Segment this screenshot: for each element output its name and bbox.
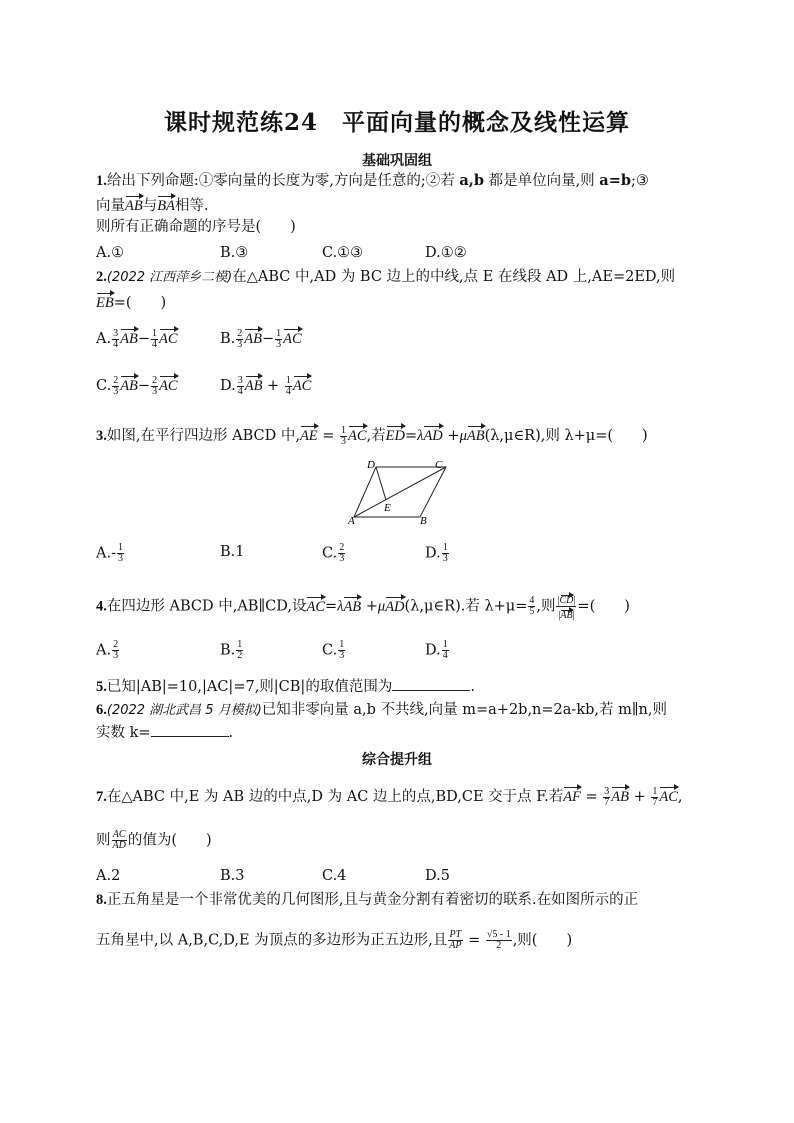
q3-number: 3. [96, 428, 107, 444]
figure-label-c: C [435, 459, 443, 471]
q6-end: . [228, 725, 234, 741]
q3-text-a: 如图,在平行四边形 ABCD 中, [106, 428, 300, 444]
q4-option-c-label: C. [322, 642, 338, 659]
fraction: $\frac{3}{4}$ [237, 374, 243, 397]
vector-BA: BA [157, 193, 175, 215]
q6-number: 6. [96, 702, 107, 718]
q3-option-b[interactable]: B.1 [220, 544, 245, 560]
fraction: $\frac{1}{4}$ [151, 327, 157, 350]
q4-text-c: ,则 [536, 598, 556, 615]
q1-line2-c: 相等. [174, 198, 209, 214]
section-advanced: 综合提升组 [362, 752, 432, 768]
q2-option-a-label: A. [96, 331, 112, 347]
q2-option-d-label: D. [220, 378, 236, 394]
q5-answer-blank[interactable] [392, 678, 470, 691]
parallelogram-figure [340, 455, 460, 527]
fraction: $\frac{2}{3}$ [113, 374, 119, 397]
figure-label-a: A [348, 515, 355, 527]
q1-number: 1. [96, 173, 107, 189]
q5-text: 已知|AB|=10,|AC|=7,则|CB|的取值范围为 [106, 679, 393, 695]
q4-text-a: 在四边形 ABCD 中,AB∥CD,设 [106, 598, 307, 615]
q1-line2 [96, 193, 209, 215]
q8-number: 8. [96, 892, 107, 908]
q6-line2-text: 实数 k= [96, 725, 151, 741]
q1-option-a[interactable]: A.① [96, 245, 125, 261]
q2-source: (2022 江西萍乡二模) [106, 270, 233, 285]
q3-line1: 3.如图,在平行四边形 ABCD 中,AE = $\frac{1}{3}$ AC,若ED=λAD +μAB(λ,μ∈R),则 λ+μ=( ) [96, 424, 648, 447]
q1-option-c[interactable]: C.①③ [322, 245, 364, 261]
q7-line1: 7.在△ABC 中,E 为 AB 边的中点,D 为 AC 边上的点,BD,CE 交于点 F.若AF = $\frac{3}{7}$ AB + $\frac{1}{7}$ AC, [96, 785, 683, 808]
q2-number: 2. [96, 269, 107, 285]
figure-label-d: D [367, 459, 375, 471]
q1-option-b[interactable]: B.③ [220, 245, 249, 261]
q4-line1: 4.在四边形 ABCD 中,AB∥CD,设AC=λAB +μAD(λ,μ∈R).若 λ+μ= $\frac{4}{5}$ ,则 $\frac{|CD|}{|AB|}$ =( ) [96, 592, 630, 621]
q1-line2-b: 与 [142, 198, 158, 214]
q3-option-d-label: D. [425, 545, 441, 562]
q4-text-b: (λ,μ∈R).若 λ+μ= [404, 598, 528, 615]
q2-line2 [96, 290, 166, 312]
q1-line3: 则所有正确命题的序号是( ) [96, 219, 296, 235]
q4-option-d[interactable]: D. $\frac{1}{4}$ [425, 639, 448, 661]
q4-number: 4. [96, 598, 107, 615]
q2-line2-text: =( ) [113, 295, 167, 311]
figure-label-b: B [420, 515, 427, 527]
q7-option-d[interactable]: D.5 [425, 868, 450, 884]
q1-aeqb: a=b [599, 172, 631, 189]
q5-end: . [470, 679, 475, 695]
q8-line1 [96, 891, 638, 909]
q7-option-a[interactable]: A.2 [96, 868, 121, 884]
q2-line1 [96, 268, 675, 287]
q4-option-d-label: D. [425, 642, 441, 659]
fraction: $\frac{1}{4}$ [285, 374, 291, 397]
fraction: $\frac{3}{4}$ [113, 327, 119, 350]
section-basic: 基础巩固组 [362, 153, 432, 169]
fraction: $\frac{2}{3}$ [237, 327, 243, 350]
q6-text: 已知非零向量 a,b 不共线,向量 m=a+2b,n=2a-kb,若 m∥n,则 [261, 702, 668, 718]
q8-line2: 五角星中,以 A,B,C,D,E 为顶点的多边形为正五边形,且 $\frac{PT}{AP}$ = $\frac{√5 - 1}{2}$ ,则( ) [96, 929, 573, 951]
figure-label-e: E [384, 502, 391, 514]
q1-line1 [96, 172, 649, 190]
vector-EB: EB [96, 290, 114, 312]
q2-text: 在△ABC 中,AD 为 BC 边上的中线,点 E 在线段 AD 上,AE=2ED,则 [232, 269, 676, 285]
q3-option-c[interactable]: C. $\frac{2}{3}$ [322, 542, 345, 564]
q6-line1 [96, 701, 667, 720]
q4-option-c[interactable]: C. $\frac{1}{3}$ [322, 639, 345, 661]
q7-line2: 则 $\frac{AC}{AD}$ 的值为( ) [96, 829, 212, 851]
q1-text-c: ;③ [630, 173, 649, 189]
q4-option-b[interactable]: B. $\frac{1}{2}$ [220, 639, 243, 661]
q4-option-a-label: A. [96, 642, 112, 659]
q7-line2-a: 则 [96, 832, 111, 849]
q1-text-b: 都是单位向量,则 [483, 173, 600, 189]
q7-number: 7. [96, 789, 107, 805]
q7-option-c[interactable]: C.4 [322, 868, 347, 884]
q3-option-a-label: A.- [96, 545, 116, 562]
q4-option-b-label: B. [220, 642, 236, 659]
q6-source: (2022 湖北武昌 5 月模拟) [106, 703, 262, 718]
q2-option-a[interactable]: A. $\frac{3}{4}$ AB− $\frac{1}{4}$ AC [96, 327, 178, 350]
q7-line2-b: 的值为( ) [127, 832, 212, 849]
q2-option-b-label: B. [220, 331, 236, 347]
q5-number: 5. [96, 679, 107, 695]
q3-option-c-label: C. [322, 545, 338, 562]
q2-option-b[interactable]: B. $\frac{2}{3}$ AB− $\frac{1}{3}$ AC [220, 327, 302, 350]
q7-option-b[interactable]: B.3 [220, 868, 245, 884]
q3-text-b: ,若 [366, 428, 386, 444]
q8-line2-b: ,则( ) [512, 932, 573, 949]
vector-AB: AB [125, 193, 143, 215]
q2-option-c[interactable]: C. $\frac{2}{3}$ AB− $\frac{2}{3}$ AC [96, 374, 178, 397]
q6-line2 [96, 724, 233, 742]
q3-text-c: (λ,μ∈R),则 λ+μ=( ) [484, 428, 648, 444]
fraction: $\frac{1}{3}$ [341, 424, 347, 447]
q2-option-c-label: C. [96, 378, 112, 394]
q3-option-a[interactable]: A.- $\frac{1}{3}$ [96, 542, 123, 564]
q1-line2-a: 向量 [96, 198, 125, 214]
q7-text: 在△ABC 中,E 为 AB 边的中点,D 为 AC 边上的点,BD,CE 交于点 F.若 [106, 789, 564, 805]
q8-text: 正五角星是一个非常优美的几何图形,且与黄金分割有着密切的联系.在如图所示的正 [106, 892, 639, 908]
fraction: $\frac{2}{3}$ [152, 374, 158, 397]
fraction: $\frac{1}{3}$ [276, 327, 282, 350]
q3-option-d[interactable]: D. $\frac{1}{3}$ [425, 542, 448, 564]
q4-text-d: =( ) [577, 598, 630, 615]
q4-option-a[interactable]: A. $\frac{2}{3}$ [96, 639, 119, 661]
q1-text: 给出下列命题:①零向量的长度为零,方向是任意的;②若 [106, 173, 460, 189]
q1-ab: a,b [459, 172, 484, 189]
q2-option-d[interactable]: D. $\frac{3}{4}$ AB + $\frac{1}{4}$ AC [220, 374, 312, 397]
q1-option-d[interactable]: D.①② [425, 245, 467, 261]
q5-line [96, 678, 475, 696]
q6-answer-blank[interactable] [151, 724, 229, 737]
page-title: 课时规范练24 平面向量的概念及线性运算 [163, 109, 630, 136]
q8-line2-a: 五角星中,以 A,B,C,D,E 为顶点的多边形为正五边形,且 [96, 932, 448, 949]
